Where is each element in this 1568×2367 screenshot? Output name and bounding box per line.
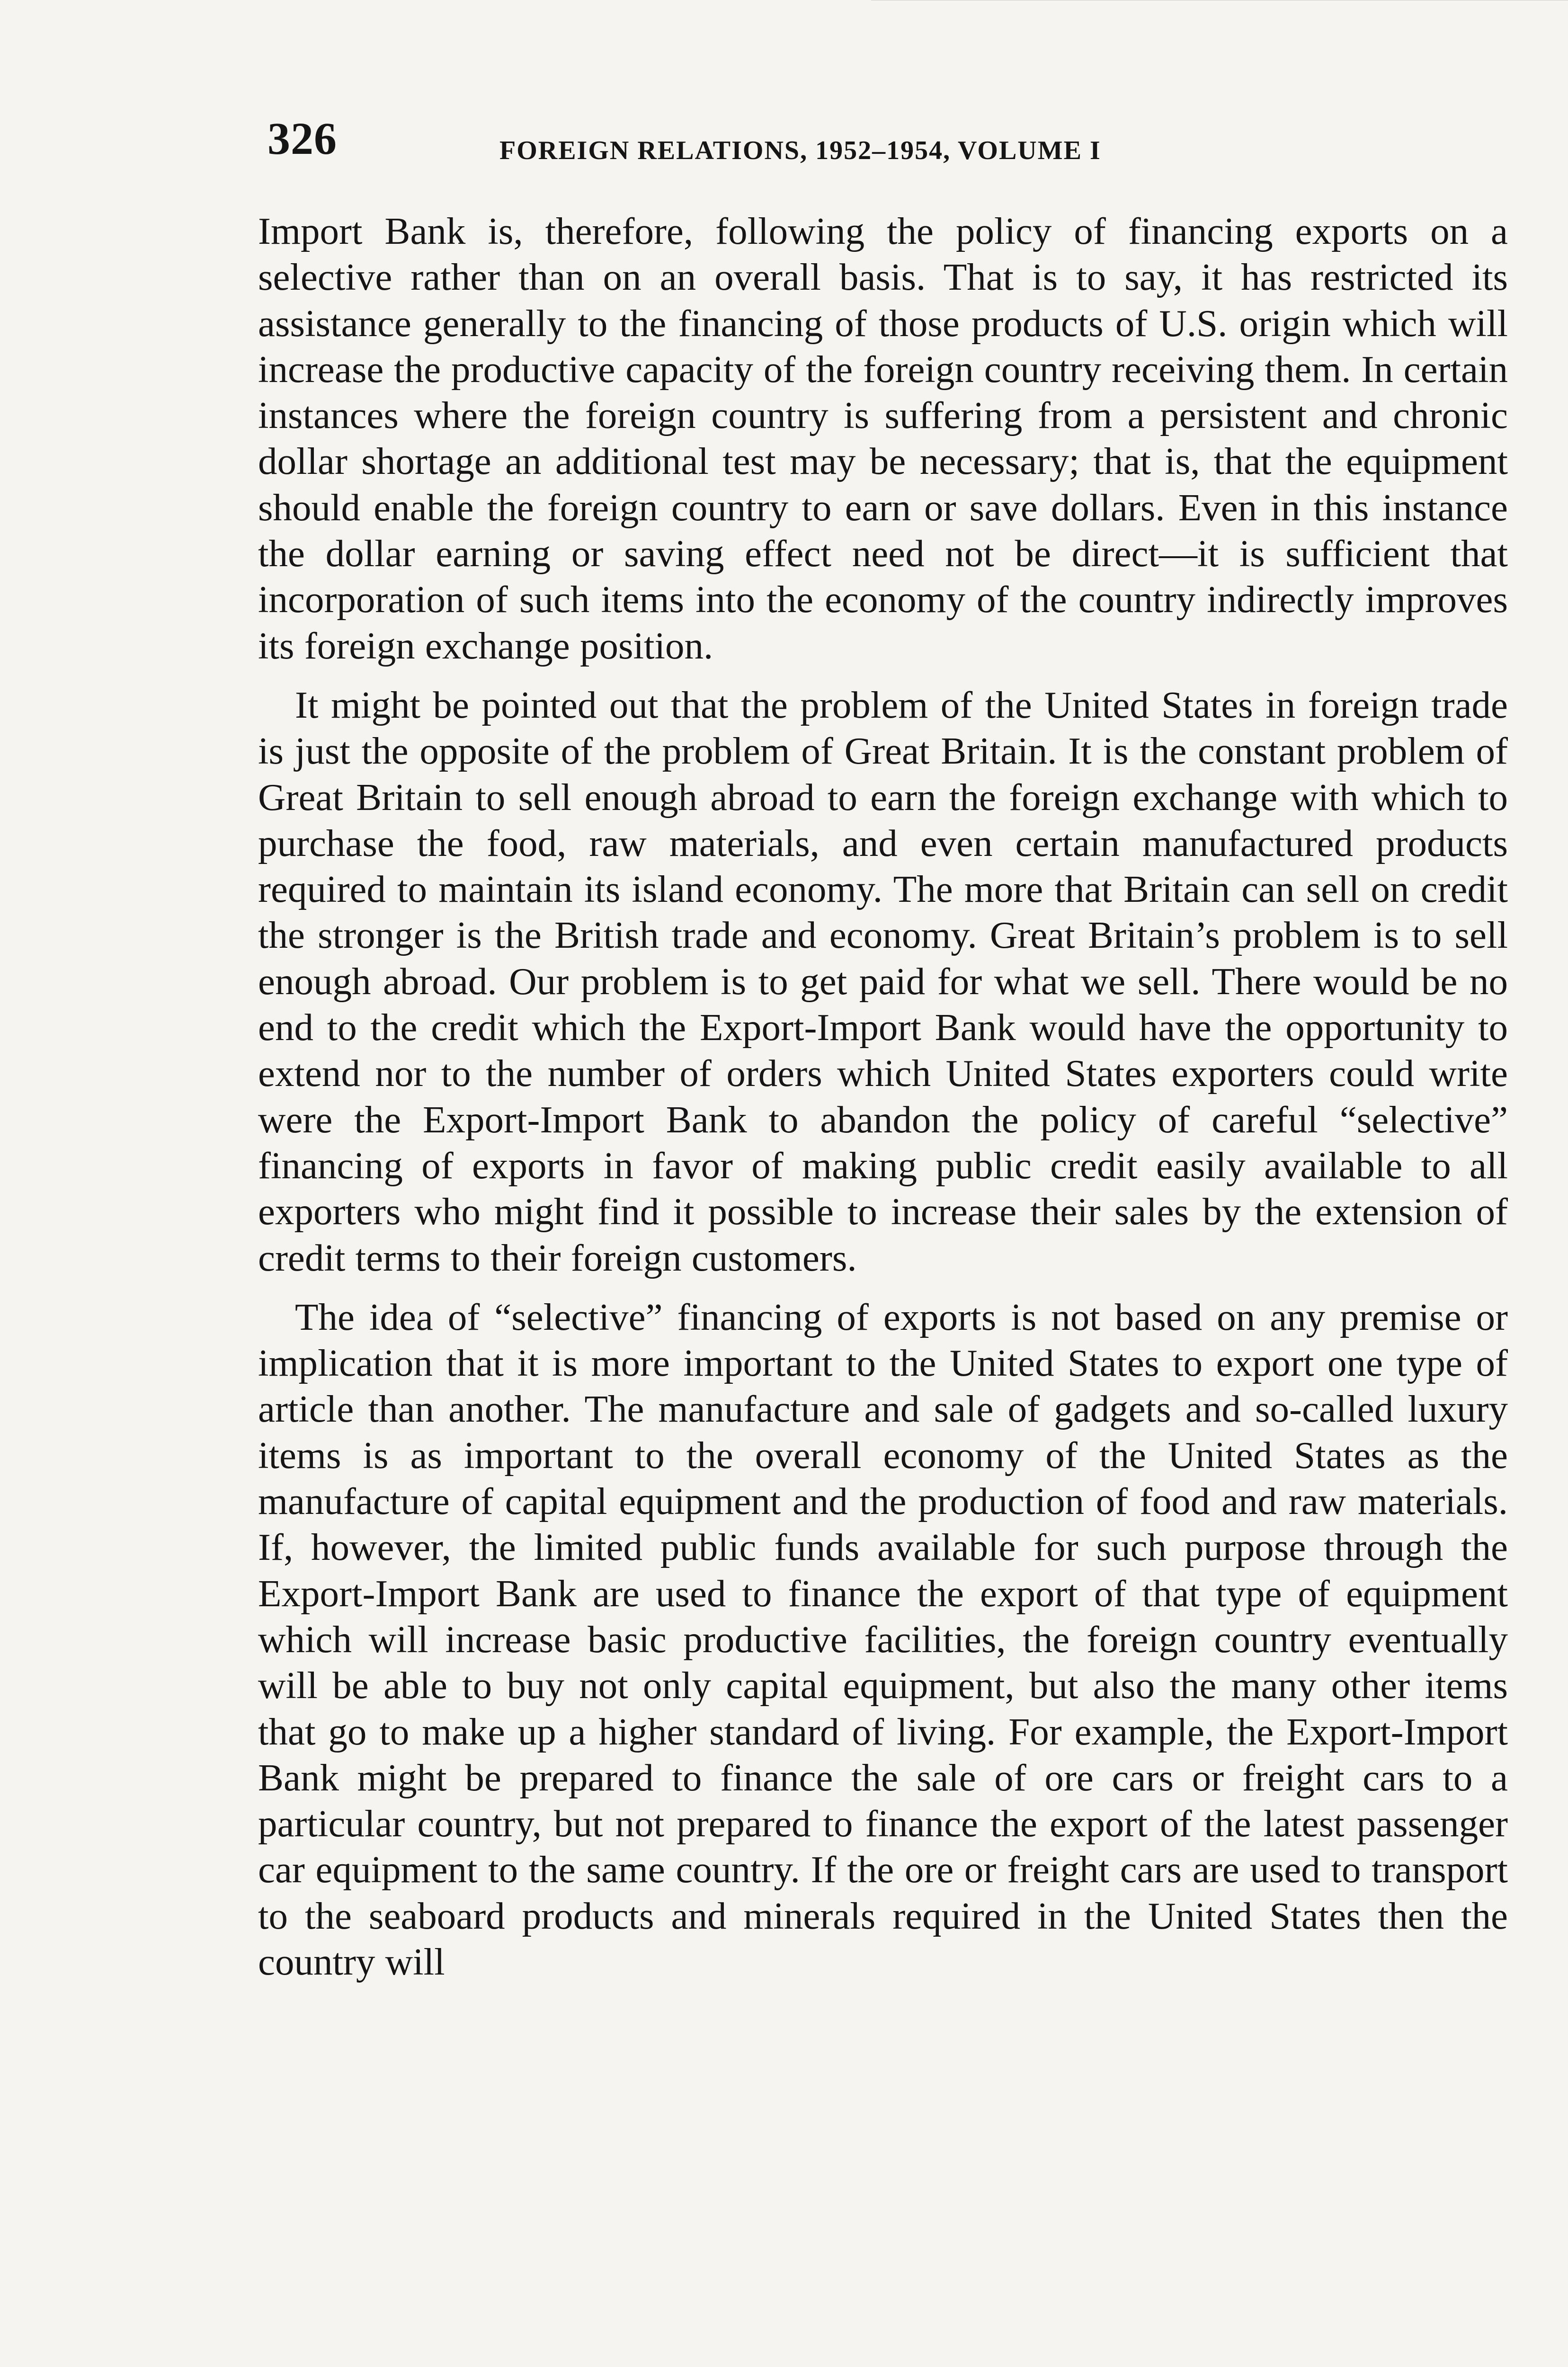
body-text [258,208,1508,1998]
page-number: 326 [267,113,337,164]
paragraph-selective-financing: The idea of “selective” financing of exports is not based on any premise or implication that it is more important to the United States to export one type of article than another. The manufacture and sale of gadgets and so-called luxury items is as important to the overall economy of the United States as the manufacture of capital equipment and the production of food and raw materials. If, however, the limited public funds available for such purpose through the Export-Import Bank are used to finance the export of that type of equipment which will increase basic productive facilities, the foreign country eventually will be able to buy not only capital equipment, but also the many other items that go to make up a higher standard of living. For example, the Export-Import Bank might be prepared to finance the sale of ore cars or freight cars to a particular country, but not prepared to finance the export of the latest passenger car equipment to the same country. If the ore or freight cars are used to transport to the seaboard products and minerals required in the United States then the country will [258,1295,1508,1983]
running-title: FOREIGN RELATIONS, 1952–1954, VOLUME I [499,136,1101,165]
page-header [258,111,1290,182]
paragraph-trade-problem: It might be pointed out that the problem of the United States in foreign trade is just the opposite of the problem of Great Britain. It is the constant problem of Great Britain to sell enough abroad to earn the foreign exchange with which to purchase the food, raw materials, and even certain manufactured products required to maintain its island economy. The more that Britain can sell on credit the stronger is the British trade and economy. Great Britain’s problem is to sell enough abroad. Our problem is to get paid for what we sell. There would be no end to the credit which the Export-Import Bank would have the opportunity to extend nor to the number of orders which United States exporters could write were the Export-Import Bank to abandon the policy of careful “selective” financing of exports in favor of making public credit easily available to all exporters who might find it possible to increase their sales by the extension of credit terms to their foreign customers. [258,683,1508,1279]
paragraph-continued: Import Bank is, therefore, following the policy of financing exports on a selective rather than on an overall basis. That is to say, it has restricted its assistance generally to the financing of those products of U.S. origin which will increase the productive capacity of the foreign country receiving them. In certain instances where the foreign country is suffering from a persistent and chronic dollar shortage an additional test may be necessary; that is, that the equipment should enable the foreign country to earn or save dollars. Even in this instance the dollar earning or saving effect need not be direct—it is sufficient that incorporation of such items into the economy of the country indirectly improves its foreign exchange position. [258,210,1508,667]
